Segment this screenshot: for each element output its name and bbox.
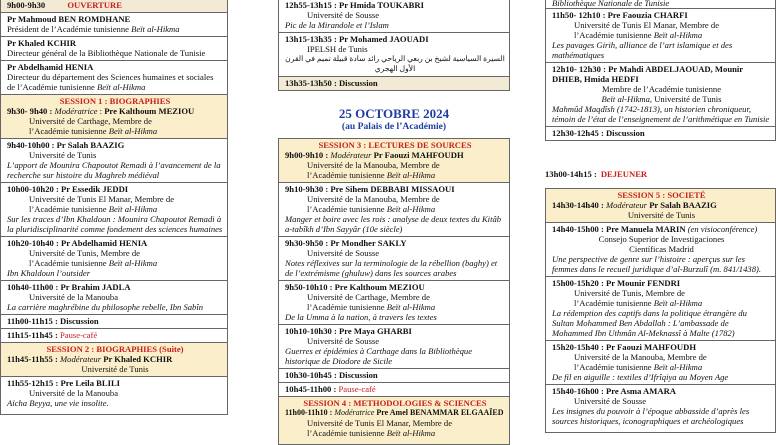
talk-title: Les pavages Girih, alliance de l’art islamique et des mathématiques bbox=[552, 40, 733, 60]
speaker-name: Pr Abdelhamid HENIA bbox=[60, 238, 148, 248]
speaker-role: Président de l’Académie tunisienne bbox=[7, 24, 132, 34]
talk-time: 10h40-11h00 : bbox=[7, 282, 59, 292]
speaker-block bbox=[1, 36, 227, 60]
institution-name: Beït al-Hikma bbox=[653, 298, 703, 308]
speaker-affiliation: Université de Sousse bbox=[307, 10, 380, 20]
session-1-block: SESSION 1 : BIOGRAPHIES 9h30- 9h40 : Modératrice : Pre Kalthoum MEZIOU Université de Carthage, Membre de l’Académie tunisienne Beït al-Hikma bbox=[1, 94, 227, 138]
discussion-time: 11h00-11h15 : bbox=[7, 316, 58, 326]
talk-title: Mahmûd Maqdîsh (1742-1813), un historien chroniqueur, témoin de l’état de l’enseignement de l’arithmétique en Tunisie bbox=[552, 104, 770, 124]
speaker-name: Pr Brahim JADLA bbox=[60, 282, 131, 292]
speaker-affiliation: Université de Carthage, Membre de bbox=[307, 292, 430, 302]
moderator-affiliation: l’Académie tunisienne bbox=[307, 170, 387, 180]
session-time: 11h00-11h10 : bbox=[285, 408, 333, 417]
institution-name: Beït al-Hikma bbox=[108, 258, 158, 268]
talk-block bbox=[1, 376, 227, 414]
moderator-affiliation: Université de Tunis bbox=[627, 210, 696, 220]
institution-name: Beït al-Hikma bbox=[386, 170, 436, 180]
moderator-name: Pre Amel BENAMMAR ELGAAÏED bbox=[376, 408, 504, 417]
speaker-name: Pre Faouzia CHARFI bbox=[607, 10, 688, 20]
speaker-name: Pr Mahmoud BEN ROMDHANE bbox=[7, 14, 131, 24]
talk-title: Les insignes du pouvoir à l’époque abbasside d’après les sources historiques, iconographiques et archéologiques bbox=[552, 406, 750, 426]
talk-block bbox=[279, 324, 509, 368]
moderator-affiliation: Université de Carthage, Membre de bbox=[29, 116, 152, 126]
talk-title: De fil en aiguille : textiles d’Ifrîqiya au Moyen Age bbox=[552, 372, 729, 382]
speaker-name: Pr Essedik JEDDI bbox=[60, 184, 129, 194]
institution-name: Beït al-Hikma bbox=[108, 204, 158, 214]
institution-name: Beït al-Hikma bbox=[96, 82, 146, 92]
institution-name: Beït al-Hikma bbox=[131, 24, 180, 34]
speaker-affiliation: l’Académie tunisienne bbox=[307, 302, 387, 312]
talk-time: 11h50- 12h10 : bbox=[552, 10, 606, 20]
pause-time: 11h15-11h45 : bbox=[7, 330, 58, 340]
session-time: 9h00-9h10 : bbox=[285, 150, 329, 160]
discussion-time: 12h30-12h45 : bbox=[552, 128, 604, 138]
moderator-label: Modérateur bbox=[60, 354, 102, 364]
dejeuner-row bbox=[545, 164, 776, 182]
speaker-name: Pr Hmida TOUKABRI bbox=[338, 0, 424, 10]
talk-title: De la Umma à la nation, à travers les textes bbox=[285, 312, 437, 322]
talk-time: 9h30-9h50 : bbox=[285, 238, 329, 248]
talk-time: 9h40-10h00 : bbox=[7, 140, 55, 150]
pause-row bbox=[279, 382, 509, 396]
speaker-affiliation: Científicas Madrid bbox=[629, 244, 694, 254]
speaker-affiliation: Université de Sousse bbox=[307, 336, 380, 346]
remote-note: (en visioconférence) bbox=[687, 224, 758, 234]
session-4-block bbox=[279, 396, 509, 444]
dejeuner-label: DEJEUNER bbox=[600, 169, 648, 179]
talk-block bbox=[1, 280, 227, 314]
talk-title: Guerres et épidémies à Carthage dans la Bibliothèque historique de Diodore de Sicile bbox=[285, 346, 473, 366]
institution-name: Beït al-Hikma bbox=[653, 362, 703, 372]
speaker-affiliation: l’Académie tunisienne bbox=[574, 362, 654, 372]
talk-block bbox=[1, 236, 227, 280]
talk-time: 13h15-13h35 : bbox=[285, 34, 337, 44]
session-title: SESSION 3 : LECTURES DE SOURCES bbox=[318, 140, 472, 150]
column-2-day-table bbox=[278, 138, 510, 445]
talk-time: 15h00-15h20 : bbox=[552, 278, 604, 288]
talk-block bbox=[279, 182, 509, 236]
talk-block bbox=[1, 182, 227, 236]
moderator-affiliation: Université de Tunis El Manar, Membre de bbox=[307, 418, 453, 428]
discussion-label: Discussion bbox=[605, 128, 645, 138]
moderator-affiliation: Université de la Manouba, Membre de bbox=[307, 160, 440, 170]
speaker-affiliation: Université de Tunis El Manar, Membre de bbox=[574, 20, 720, 30]
talk-title: L’apport de Mounira Chapoutot Remadi à l’avancement de la recherche sur histoire du Maghreb médiéval bbox=[7, 160, 221, 180]
speaker-affiliation: Université de Sousse bbox=[307, 248, 380, 258]
institution-name: Beït al-Hikma bbox=[601, 94, 650, 104]
column-2-top-table bbox=[278, 0, 510, 91]
talk-title: La carrière maghrébine du philosophe rebelle, Ibn Sabîn bbox=[7, 302, 204, 312]
speaker-affiliation: l’Académie tunisienne bbox=[29, 258, 109, 268]
moderator-label: Modératrice bbox=[54, 106, 98, 116]
column-3-afternoon-table bbox=[545, 188, 776, 433]
discussion-time: 13h35-13h50 : bbox=[285, 78, 337, 88]
dejeuner-time: 13h00-14h15 : bbox=[545, 169, 597, 179]
discussion-row bbox=[279, 76, 509, 90]
speaker-affiliation: l’Académie tunisienne bbox=[574, 30, 654, 40]
program-column-1 bbox=[0, 0, 228, 415]
speaker-block bbox=[1, 12, 227, 36]
session-2-block bbox=[1, 342, 227, 376]
talk-block bbox=[546, 62, 775, 126]
talk-title-arabic: السيرة السياسية لشيخ بن ربعي الرياحي رائد سادة قبيلة تميم في القرن الأول الهجري bbox=[285, 54, 505, 73]
speaker-name: Pr Mohamed JAOUADI bbox=[338, 34, 429, 44]
discussion-row bbox=[279, 368, 509, 382]
moderator-name: Pr Khaled KCHIR bbox=[103, 354, 173, 364]
talk-block bbox=[279, 32, 509, 76]
discussion-label: Discussion bbox=[338, 370, 378, 380]
speaker-block bbox=[1, 60, 227, 94]
session-time: 9h30- 9h40 : bbox=[7, 106, 53, 116]
institution-name: Beït al-Hikma bbox=[386, 428, 436, 438]
moderator-affiliation: l’Académie tunisienne bbox=[29, 126, 109, 136]
institution-name: Beït al-Hikma bbox=[386, 204, 436, 214]
speaker-affiliation: Université de la Manouba bbox=[29, 292, 119, 302]
talk-time: 9h10-9h30 : bbox=[285, 184, 329, 194]
moderator-affiliation: Université de Tunis bbox=[81, 364, 149, 374]
moderator-name: Pre Kalthoum MEZIOU bbox=[104, 106, 195, 116]
speaker-affiliation: Université de Tunis, Membre de bbox=[29, 248, 140, 258]
discussion-row bbox=[546, 126, 775, 140]
speaker-name: Pr Khaled KCHIR bbox=[7, 38, 77, 48]
speaker-role: Directeur du département des Sciences humaines et sociales de l’Académie tunisienne bbox=[7, 72, 214, 92]
ouverture-row bbox=[1, 0, 227, 12]
bnt-text: Bibliothèque Nationale de Tunisie bbox=[552, 0, 670, 8]
talk-time: 12h55-13h15 : bbox=[285, 0, 337, 10]
speaker-affiliation: Consejo Superior de Investigaciones bbox=[598, 234, 725, 244]
speaker-affiliation: Membre de l’Académie tunisienne bbox=[601, 84, 722, 94]
talk-title: Une perspective de genre sur l’histoire : aperçus sur les femmes dans le recueil juridique d’al-Burzulî (m. 841/1438). bbox=[552, 254, 762, 274]
speaker-affiliation: Université de Tunis, Membre de bbox=[574, 288, 685, 298]
day-heading bbox=[278, 106, 510, 133]
talk-block bbox=[546, 276, 775, 340]
discussion-label: Discussion bbox=[338, 78, 378, 88]
talk-time: 11h55-12h15 : bbox=[7, 378, 59, 388]
talk-block bbox=[546, 222, 775, 276]
ouverture-time: 9h00-9h30 bbox=[7, 0, 46, 10]
session-title: SESSION 5 : SOCIETÉ bbox=[617, 190, 706, 200]
pause-label: Pause-café bbox=[338, 384, 376, 394]
speaker-affiliation: Université de la Manouba, Membre de bbox=[574, 352, 707, 362]
speaker-affiliation: , Université de Tunis bbox=[649, 94, 722, 104]
day-venue: (au Palais de l’Académie) bbox=[341, 121, 447, 132]
discussion-time: 10h30-10h45 : bbox=[285, 370, 337, 380]
day-date: 25 OCTOBRE 2024 bbox=[338, 106, 450, 121]
talk-time: 12h10- 12h30 : bbox=[552, 64, 606, 74]
talk-block bbox=[1, 138, 227, 182]
session-time: 11h45-11h55 : bbox=[7, 354, 58, 364]
talk-block bbox=[279, 0, 509, 32]
speaker-role: Directeur général de la Bibliothèque Nationale de Tunisie bbox=[7, 48, 206, 58]
speaker-affiliation: IPELSH de Tunis bbox=[307, 44, 368, 54]
moderator-label: Modérateur bbox=[330, 150, 372, 160]
program-column-3 bbox=[545, 0, 776, 141]
speaker-name: Pr Mahdi ABDELJAOUAD, Mounir DHIEB, Hmida HEDFI bbox=[552, 64, 743, 84]
institution-name: Beït al-Hikma bbox=[386, 302, 436, 312]
talk-time: 10h20-10h40 : bbox=[7, 238, 59, 248]
discussion-row bbox=[1, 314, 227, 328]
talk-title: Notes réflexives sur la terminologie de la rébellion (baghy) et de l’extrémisme (ghuluw) dans les sources arabes bbox=[285, 258, 498, 278]
speaker-name: Pr Mounir FENDRI bbox=[605, 278, 681, 288]
pause-time: 10h45-11h00 : bbox=[285, 384, 337, 394]
session-5-block bbox=[546, 189, 775, 222]
speaker-name: Pre Leila BLILI bbox=[60, 378, 121, 388]
institution-name: Beït al-Hikma bbox=[108, 126, 158, 136]
moderator-name: Pr Faouzi MAHFOUDH bbox=[373, 150, 464, 160]
speaker-name: Pre Manuela MARIN bbox=[605, 224, 686, 234]
talk-title: Pic de la Mirandole et l’Islam bbox=[285, 20, 389, 30]
moderator-label: Modératrice bbox=[334, 408, 375, 417]
talk-block bbox=[546, 340, 775, 384]
session-3-block bbox=[279, 139, 509, 182]
speaker-affiliation: l’Académie tunisienne bbox=[574, 298, 654, 308]
pause-label: Pause-café bbox=[60, 330, 98, 340]
speaker-name: Pr Mondher SAKLY bbox=[330, 238, 407, 248]
speaker-affiliation: l’Académie tunisienne bbox=[29, 204, 109, 214]
speaker-affiliation: Université de Tunis El Manar, Membre de bbox=[29, 194, 175, 204]
institution-name: Beït al-Hikma bbox=[653, 30, 703, 40]
talk-title: La rédemption des captifs dans la politique étrangère du Sultan Mohammed Ben Abdallah : L’ambassade de Mohammed Ibn Uthmân Al-Meknassî à Malte (1782) bbox=[552, 308, 747, 338]
talk-block bbox=[279, 236, 509, 280]
talk-time: 15h20-15h40 : bbox=[552, 342, 604, 352]
institution-fragment bbox=[546, 0, 775, 8]
column-3-top-table bbox=[545, 0, 776, 141]
speaker-affiliation: l’Académie tunisienne bbox=[307, 204, 387, 214]
speaker-affiliation: Université de Sousse bbox=[574, 396, 647, 406]
speaker-affiliation: Université de la Manouba bbox=[29, 388, 119, 398]
speaker-name: Pr Salah BAAZIG bbox=[56, 140, 125, 150]
talk-time: 10h10-10h30 : bbox=[285, 326, 337, 336]
talk-title: Manger et boire avec les rois : analyse de deux textes du Kitâb a-tabîkh d’Ibn Sayyâr (10e siècle) bbox=[285, 214, 502, 234]
talk-block bbox=[546, 384, 775, 432]
speaker-name: Pre Asma AMARA bbox=[605, 386, 676, 396]
pause-row bbox=[1, 328, 227, 342]
moderator-label: Modérateur bbox=[605, 200, 648, 210]
talk-time: 9h50-10h10 : bbox=[285, 282, 333, 292]
session-title: SESSION 1 : BIOGRAPHIES bbox=[59, 96, 171, 106]
moderator-affiliation: l’Académie tunisienne bbox=[307, 428, 387, 438]
talk-title: Aïcha Beyya, une vie insolite. bbox=[7, 398, 109, 408]
talk-block bbox=[546, 8, 775, 62]
talk-time: 15h40-16h00 : bbox=[552, 386, 604, 396]
talk-time: 14h40-15h00 : bbox=[552, 224, 604, 234]
talk-title: Sur les traces d’Ibn Khaldoun : Mounira Chapoutot Remadi à la pluridisciplinarité comme fondement des sciences humaines bbox=[7, 214, 223, 234]
speaker-affiliation: Université de Tunis bbox=[29, 150, 97, 160]
speaker-name: Pre Maya GHARBI bbox=[338, 326, 412, 336]
discussion-label: Discussion bbox=[60, 316, 99, 326]
session-title: SESSION 4 : METHODOLOGIES & SCIENCES bbox=[303, 398, 487, 408]
session-time: 14h30-14h40 : bbox=[552, 200, 604, 210]
speaker-name: Pr Abdelhamid HENIA bbox=[7, 62, 94, 72]
speaker-name: Pre Kalthoum MEZIOU bbox=[334, 282, 425, 292]
session-title: SESSION 2 : BIOGRAPHIES (Suite) bbox=[46, 344, 184, 354]
talk-block bbox=[279, 280, 509, 324]
talk-time: 10h00-10h20 : bbox=[7, 184, 59, 194]
ouverture-label: OUVERTURE bbox=[67, 0, 122, 10]
speaker-affiliation: Université de la Manouba, Membre de bbox=[307, 194, 440, 204]
talk-title: Ibn Khaldoun l’outsider bbox=[7, 268, 91, 278]
speaker-name: Pr Faouzi MAHFOUDH bbox=[605, 342, 697, 352]
program-column-2 bbox=[278, 0, 510, 91]
moderator-name: Pr Salah BAAZIG bbox=[649, 200, 717, 210]
speaker-name: Pre Sihem DEBBABI MISSAOUI bbox=[330, 184, 455, 194]
